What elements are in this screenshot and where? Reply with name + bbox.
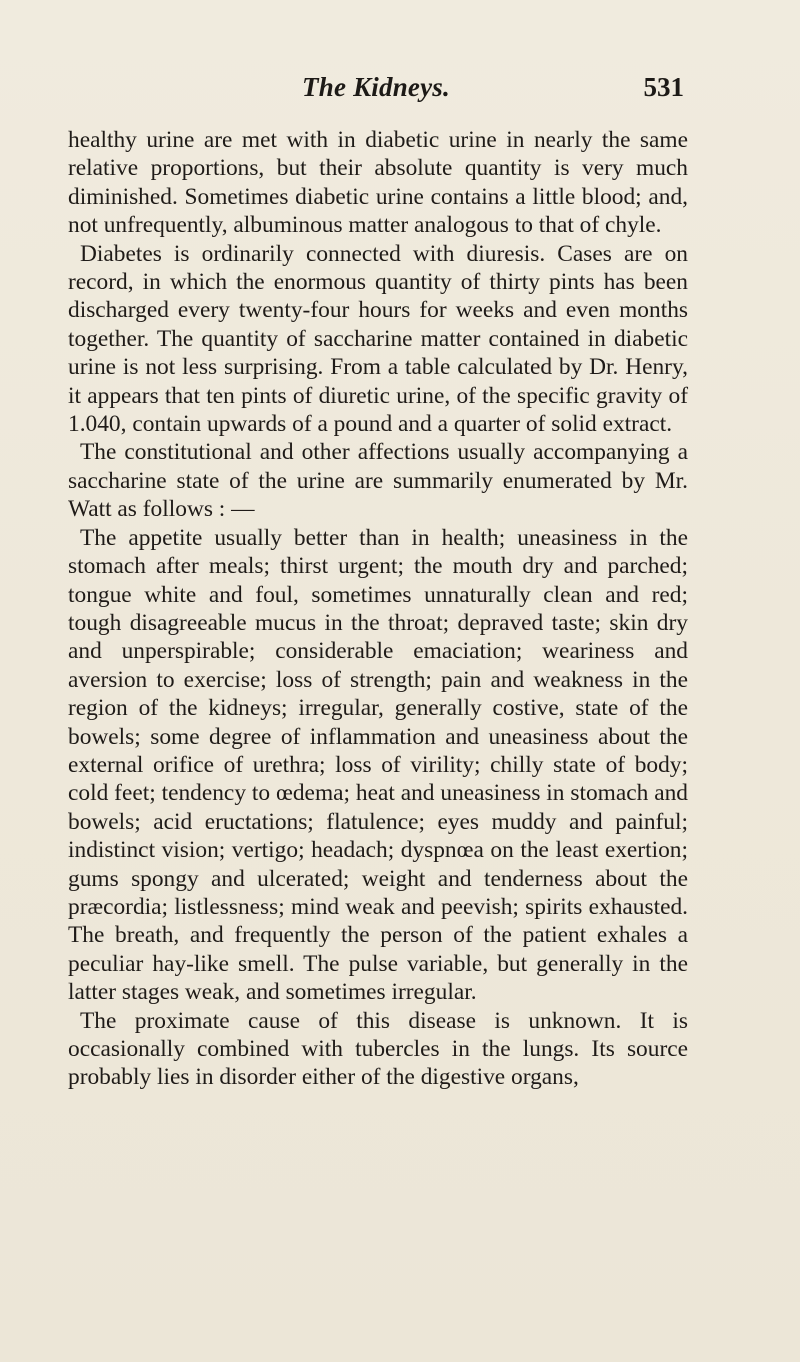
paragraph-3: The constitutional and other affections usually accompanying a saccharine state of the urine are summarily enumerated by Mr. Watt as follows : — (68, 439, 688, 523)
paragraph-4: The appetite usually better than in health; uneasiness in the stomach after meals; thirst urgent; the mouth dry and parched; tongue white and foul, sometimes unnaturally clean and red; tough disagreeable mucus in the throat; depraved taste; skin dry and unperspirable; considerable emaciation; weariness and aversion to exercise; loss of strength; pain and weakness in the region of the kidneys; irregular, generally costive, state of the bowels; some degree of inflammation and uneasiness about the external orifice of urethra; loss of virility; chilly state of body; cold feet; tendency to œdema; heat and uneasiness in stomach and bowels; acid eructations; flatulence; eyes muddy and painful; indistinct vision; vertigo; headach; dyspnœa on the least exertion; gums spongy and ulcerated; weight and tenderness about the præcordia; listlessness; mind weak and peevish; spirits exhausted. The breath, and frequently the person of the patient exhales a peculiar hay-like smell. The pulse variable, but generally in the latter stages weak, and sometimes irregular. (68, 524, 688, 1006)
paragraph-1: healthy urine are met with in diabetic urine in nearly the same relative proportions, but their absolute quantity is very much diminished. Sometimes diabetic urine contains a little blood; and, not unfrequently, albuminous matter analogous to that of chyle. (68, 127, 688, 239)
running-head (68, 70, 684, 110)
paragraph-2: Diabetes is ordinarily connected with diuresis. Cases are on record, in which the enormous quantity of thirty pints has been discharged every twenty-four hours for weeks and even months together. The quantity of saccharine matter contained in diabetic urine is not less surprising. From a table calculated by Dr. Henry, it appears that ten pints of diuretic urine, of the specific gravity of 1.040, contain upwards of a pound and a quarter of solid extract. (68, 240, 688, 438)
page-number: 531 (643, 72, 684, 102)
running-title: The Kidneys. (302, 72, 450, 102)
body-text (68, 126, 688, 1092)
paragraph-5: The proximate cause of this disease is unknown. It is occasionally combined with tubercles in the lungs. Its source probably lies in disorder either of the digestive organs, (68, 1007, 688, 1091)
